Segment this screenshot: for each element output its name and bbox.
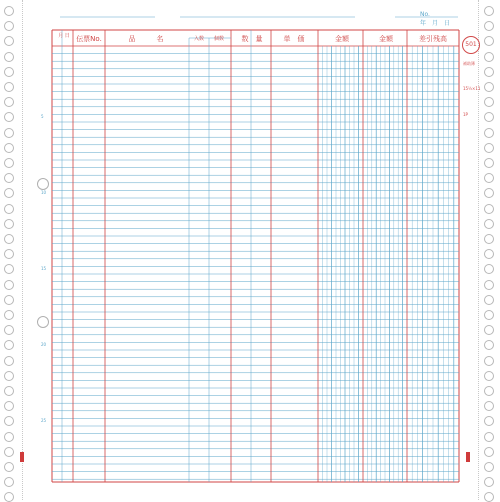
header-amount-1: 金額 [335,35,349,43]
header-balance: 差引残高 [419,35,447,43]
side-text-size: 15½×11 [463,86,481,91]
form-number-stamp: 501 [462,36,480,54]
row-number-20: 20 [41,342,47,347]
left-bottom-mark [20,452,24,462]
row-number-10: 10 [41,190,47,195]
header-quantity: 数 量 [241,35,263,43]
row-number-25: 25 [41,418,47,423]
right-bottom-mark [466,452,470,462]
binder-hole [37,178,49,190]
header-case-count: 個数 [213,36,224,42]
binder-hole [37,316,49,328]
side-text-page: 1P [463,112,468,117]
header-unit-price: 単 価 [283,35,305,43]
side-text-ledger: 補助簿 [463,61,475,66]
row-number-5: 5 [41,114,44,119]
header-amount-2: 金額 [379,35,393,43]
header-month-day: 月 日 [58,33,70,39]
row-number-15: 15 [41,266,47,271]
header-entry: 入数 [193,36,204,42]
no-label: No. [420,11,430,18]
header-item-name: 品 名 [128,35,164,43]
date-label: 年 月 日 [420,20,451,27]
header-slip-no: 伝票No. [76,35,102,43]
